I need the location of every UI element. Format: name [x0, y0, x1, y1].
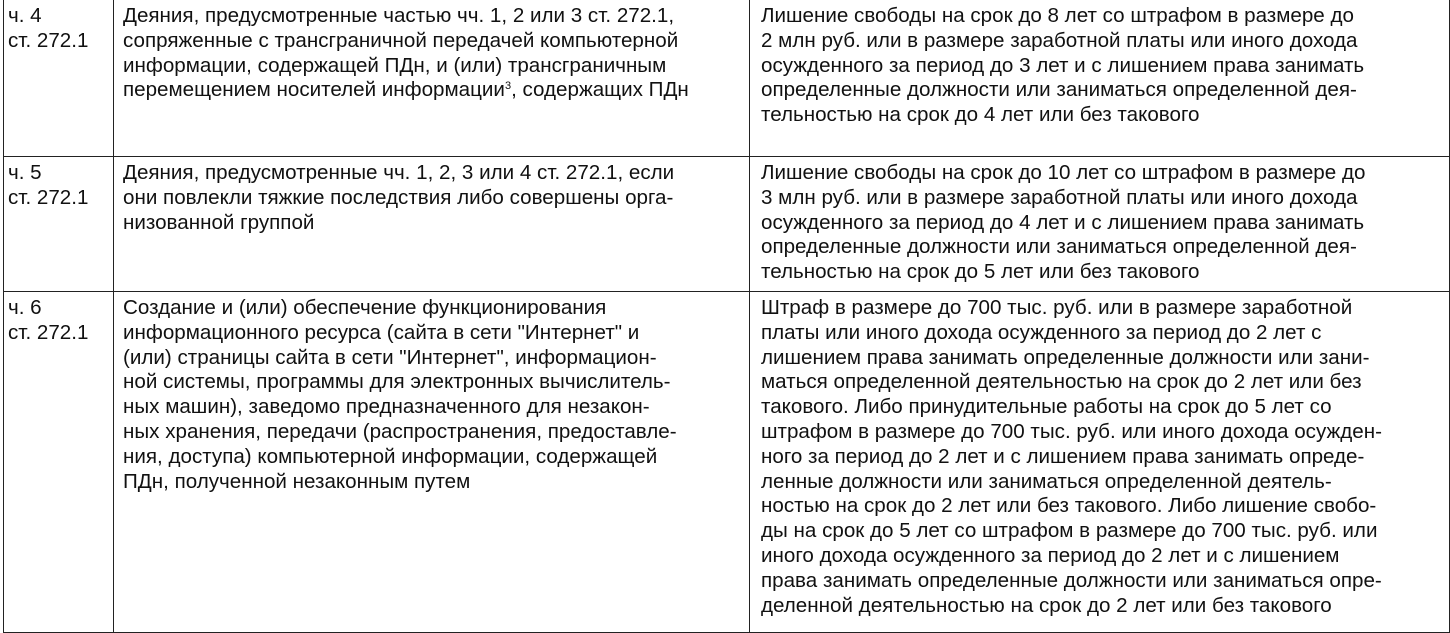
act-line: низованной группой	[123, 210, 315, 234]
act-line: ных машин), заведомо предназначенного для незакон-	[123, 395, 650, 419]
penalty-line: такового. Либо принудительные работы на срок до 5 лет со	[761, 395, 1332, 419]
penalty-line: тельностью на срок до 4 лет или без такового	[761, 103, 1200, 127]
penalty-line: ностью на срок до 2 лет или без такового. Либо лишение свобо-	[761, 494, 1377, 518]
penalty-line: маться определенной деятельностью на срок до 2 лет или без	[761, 370, 1362, 394]
penalty-line: определенные должности или заниматься определенной дея-	[761, 235, 1357, 259]
penalty-line: определенные должности или заниматься определенной дея-	[761, 78, 1357, 102]
penalty-line: 2 млн руб. или в размере заработной платы или иного дохода	[761, 28, 1358, 52]
act-line: информационного ресурса (сайта в сети "Интернет" и	[123, 320, 640, 344]
act-line: Деяния, предусмотренные чч. 1, 2, 3 или 4 ст. 272.1, если	[123, 161, 675, 184]
act-line: Создание и (или) обеспечение функционирования	[123, 295, 607, 319]
act-line: Деяния, предусмотренные частью чч. 1, 2 или 3 ст. 272.1,	[123, 4, 675, 27]
act-line: ПДн, полученной незаконным путем	[123, 469, 471, 493]
act-line: (или) страницы сайта в сети "Интернет", информацион-	[123, 345, 657, 369]
penalty-line: Лишение свободы на срок до 8 лет со штрафом в размере до	[761, 4, 1354, 27]
penalty-line: ленные должности или заниматься определенной деятель-	[761, 469, 1332, 493]
article-number: ст. 272.1	[8, 28, 89, 52]
article-cell	[4, 0, 114, 157]
article-part: ч. 6	[8, 295, 42, 319]
penalty-line: ды на срок до 5 лет со штрафом в размере до 700 тыс. руб. или	[761, 519, 1378, 543]
article-number: ст. 272.1	[8, 320, 89, 344]
penalty-cell	[750, 0, 1450, 157]
penalties-table	[3, 0, 1450, 633]
penalty-cell	[750, 291, 1450, 632]
act-line: информации, содержащей ПДн, и (или) трансграничным	[123, 53, 667, 77]
act-description-cell	[114, 157, 750, 292]
article-number: ст. 272.1	[8, 185, 89, 209]
penalty-line: Штраф в размере до 700 тыс. руб. или в размере заработной	[761, 295, 1353, 319]
table-row	[4, 157, 1450, 292]
article-cell	[4, 157, 114, 292]
penalty-line: лишением права занимать определенные должности или зани-	[761, 345, 1370, 369]
penalty-line: тельностью на срок до 5 лет или без такового	[761, 260, 1200, 284]
penalty-line: ного за период до 2 лет и с лишением права занимать опреде-	[761, 444, 1365, 468]
act-description-cell	[114, 291, 750, 632]
penalty-line: Лишение свободы на срок до 10 лет со штрафом в размере до	[761, 161, 1366, 184]
penalty-line: платы или иного дохода осужденного за период до 2 лет с	[761, 320, 1322, 344]
penalty-line: осужденного за период до 4 лет и с лишением права занимать	[761, 210, 1365, 234]
act-line-with-footnote	[123, 78, 744, 103]
table-row	[4, 0, 1450, 157]
act-line: ния, доступа) компьютерной информации, содержащей	[123, 444, 658, 468]
act-line: они повлекли тяжкие последствия либо совершены орга-	[123, 185, 674, 209]
penalty-line: 3 млн руб. или в размере заработной платы или иного дохода	[761, 185, 1358, 209]
act-description-cell	[114, 0, 750, 157]
act-line: ной системы, программы для электронных вычислитель-	[123, 370, 671, 394]
article-cell	[4, 291, 114, 632]
penalty-line: права занимать определенные должности или заниматься опре-	[761, 568, 1382, 592]
footnote-marker: 3	[504, 80, 512, 93]
penalty-line: штрафом в размере до 700 тыс. руб. или иного дохода осужден-	[761, 419, 1382, 443]
table-row	[4, 291, 1450, 632]
act-line: ных хранения, передачи (распространения, предоставле-	[123, 419, 677, 443]
penalty-line: иного дохода осужденного за период до 2 лет и с лишением	[761, 543, 1340, 567]
penalty-line: осужденного за период до 3 лет и с лишением права занимать	[761, 53, 1365, 77]
act-line-text: , содержащих ПДн	[511, 78, 689, 102]
act-line-text: перемещением носителей информации	[123, 78, 505, 102]
penalty-cell	[750, 157, 1450, 292]
penalty-line: деленной деятельностью на срок до 2 лет или без такового	[761, 593, 1332, 617]
article-part: ч. 4	[8, 4, 42, 27]
act-line: сопряженные с трансграничной передачей компьютерной	[123, 28, 679, 52]
article-part: ч. 5	[8, 161, 42, 184]
